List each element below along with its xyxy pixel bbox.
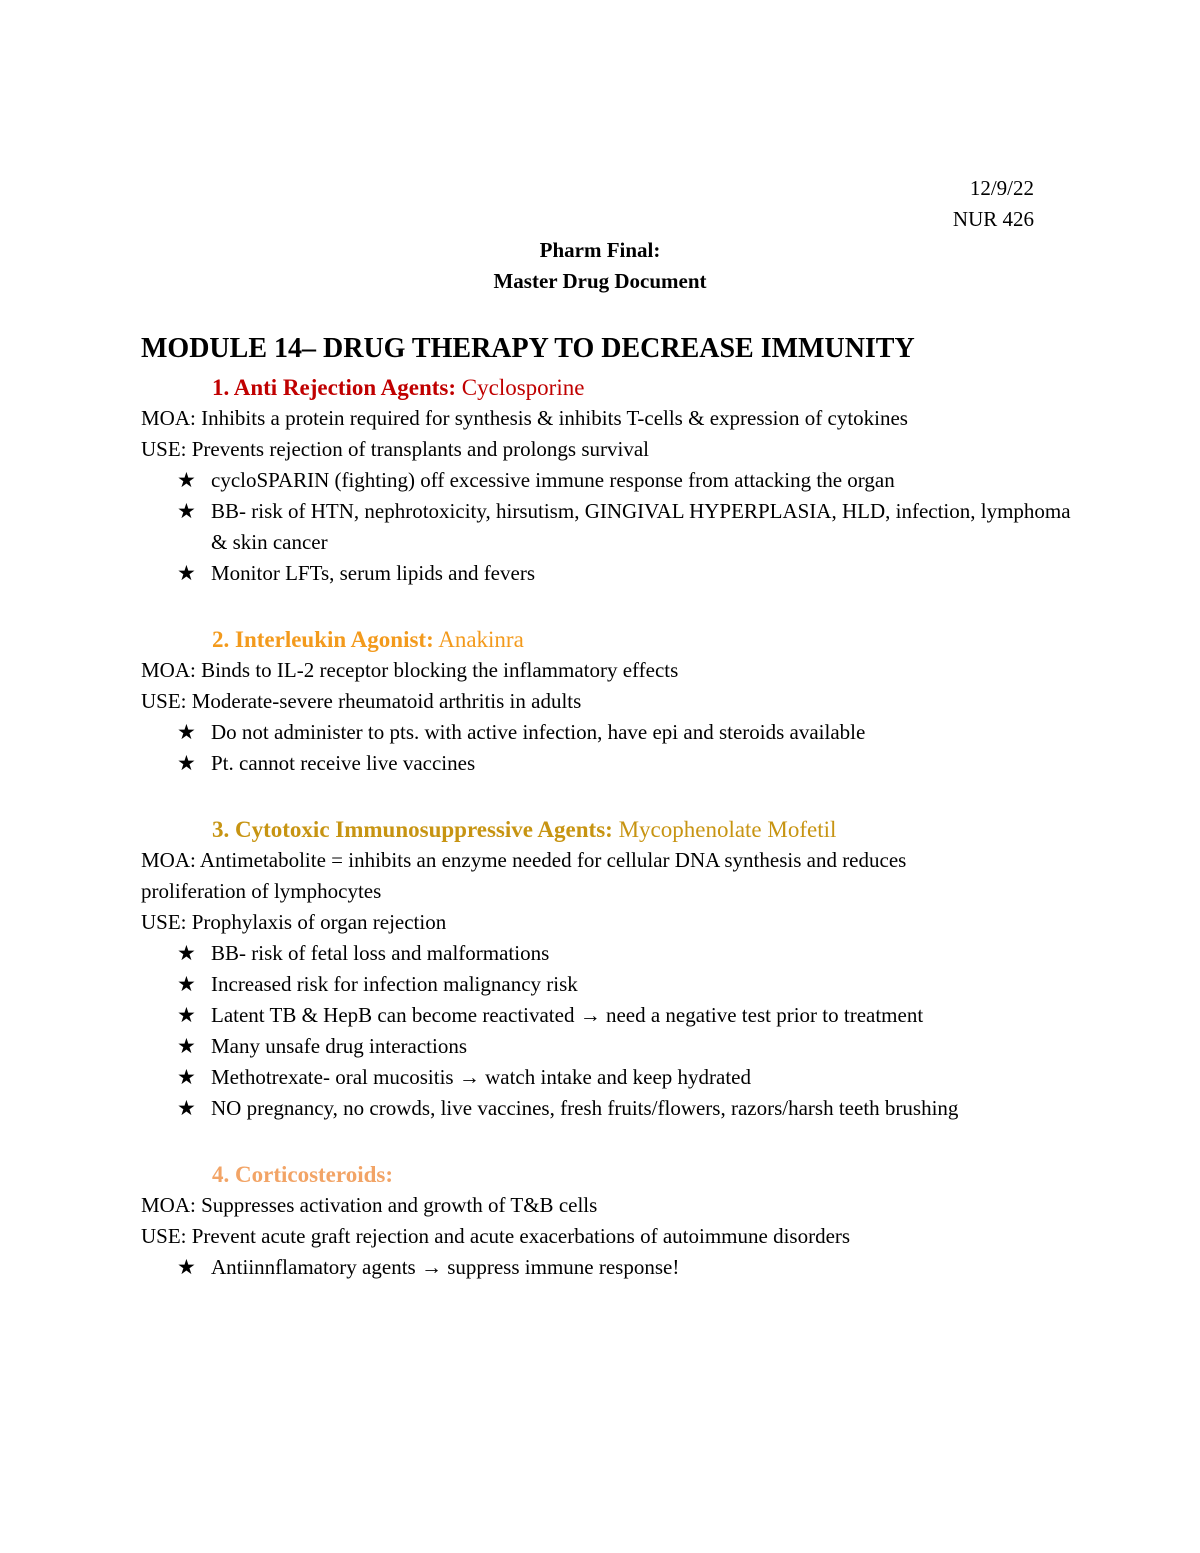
course-code: NUR 426 — [952, 207, 1034, 231]
moa-text: MOA: Suppresses activation and growth of T&B cells — [141, 1193, 598, 1217]
drug-name: Cyclosporine — [456, 375, 585, 400]
list-item — [141, 717, 1071, 748]
bullet-text: Methotrexate- oral mucositis → watch intake and keep hydrated — [211, 1065, 751, 1089]
bullet-list — [141, 938, 1071, 1124]
bullet-text: Latent TB & HepB can become reactivated → need a negative test prior to treatment — [211, 1003, 924, 1027]
star-bullet-icon: ★ — [177, 751, 196, 775]
moa-text: MOA: Inhibits a protein required for synthesis & inhibits T-cells & expression of cytokines — [141, 406, 908, 430]
document-title-line2: Master Drug Document — [493, 269, 707, 293]
use-text: USE: Prophylaxis of organ rejection — [141, 910, 447, 934]
section-heading-label: 3. Cytotoxic Immunosuppressive Agents: — [212, 817, 613, 842]
bullet-text: cycloSPARIN (fighting) off excessive immune response from attacking the organ — [211, 468, 895, 492]
section-heading — [212, 624, 1071, 655]
use-text: USE: Prevents rejection of transplants and prolongs survival — [141, 437, 649, 461]
bullet-text: Increased risk for infection malignancy risk — [211, 972, 578, 996]
use-text: USE: Prevent acute graft rejection and acute exacerbations of autoimmune disorders — [141, 1224, 851, 1248]
section-interleukin-agonist — [141, 624, 1071, 779]
section-heading — [212, 1159, 1071, 1190]
star-bullet-icon: ★ — [177, 561, 196, 585]
list-item — [141, 1000, 1071, 1031]
bullet-list — [141, 1252, 1071, 1283]
document-date: 12/9/22 — [969, 176, 1034, 200]
list-item — [141, 1031, 1071, 1062]
list-item — [141, 938, 1071, 969]
section-cytotoxic-immunosuppressive — [141, 814, 1071, 1124]
bullet-text: Antiinnflamatory agents → suppress immune response! — [211, 1255, 680, 1279]
bullet-list — [141, 717, 1071, 779]
star-bullet-icon: ★ — [177, 1003, 196, 1027]
list-item — [141, 465, 1071, 496]
bullet-text: BB- risk of fetal loss and malformations — [211, 941, 550, 965]
list-item — [141, 1252, 1071, 1283]
bullet-text: Do not administer to pts. with active infection, have epi and steroids available — [211, 720, 866, 744]
moa-text: MOA: Binds to IL-2 receptor blocking the inflammatory effects — [141, 658, 679, 682]
star-bullet-icon: ★ — [177, 972, 196, 996]
list-item — [141, 1093, 1071, 1124]
section-anti-rejection — [141, 372, 1071, 589]
bullet-list — [141, 465, 1071, 589]
star-bullet-icon: ★ — [177, 468, 196, 492]
use-text: USE: Moderate-severe rheumatoid arthritis in adults — [141, 689, 582, 713]
document-title-line1: Pharm Final: — [539, 238, 661, 262]
bullet-text: BB- risk of HTN, nephrotoxicity, hirsutism, GINGIVAL HYPERPLASIA, HLD, infection, lymphoma & skin cancer — [211, 499, 1071, 554]
drug-name: Anakinra — [433, 627, 524, 652]
moa-text: MOA: Antimetabolite = inhibits an enzyme needed for cellular DNA synthesis and reduces — [141, 848, 907, 872]
drug-name: Mycophenolate Mofetil — [612, 817, 837, 842]
star-bullet-icon: ★ — [177, 941, 196, 965]
list-item — [141, 558, 1071, 589]
bullet-text: Many unsafe drug interactions — [211, 1034, 468, 1058]
section-heading-label: 4. Corticosteroids: — [212, 1162, 393, 1187]
list-item — [141, 496, 1071, 558]
section-heading-label: 1. Anti Rejection Agents: — [212, 375, 457, 400]
list-item — [141, 969, 1071, 1000]
module-title: MODULE 14– DRUG THERAPY TO DECREASE IMMUNITY — [141, 333, 915, 364]
moa-text-continued: proliferation of lymphocytes — [141, 879, 382, 903]
bullet-text: Pt. cannot receive live vaccines — [211, 751, 476, 775]
section-heading-label: 2. Interleukin Agonist: — [212, 627, 434, 652]
list-item — [141, 748, 1071, 779]
list-item — [141, 1062, 1071, 1093]
bullet-text: Monitor LFTs, serum lipids and fevers — [211, 561, 535, 585]
star-bullet-icon: ★ — [177, 1034, 196, 1058]
section-heading — [212, 814, 1071, 845]
star-bullet-icon: ★ — [177, 720, 196, 744]
section-heading — [212, 372, 1071, 403]
star-bullet-icon: ★ — [177, 1255, 196, 1279]
star-bullet-icon: ★ — [177, 1065, 196, 1089]
star-bullet-icon: ★ — [177, 499, 196, 523]
section-corticosteroids — [141, 1159, 1071, 1283]
star-bullet-icon: ★ — [177, 1096, 196, 1120]
bullet-text: NO pregnancy, no crowds, live vaccines, fresh fruits/flowers, razors/harsh teeth brushing — [211, 1096, 959, 1120]
